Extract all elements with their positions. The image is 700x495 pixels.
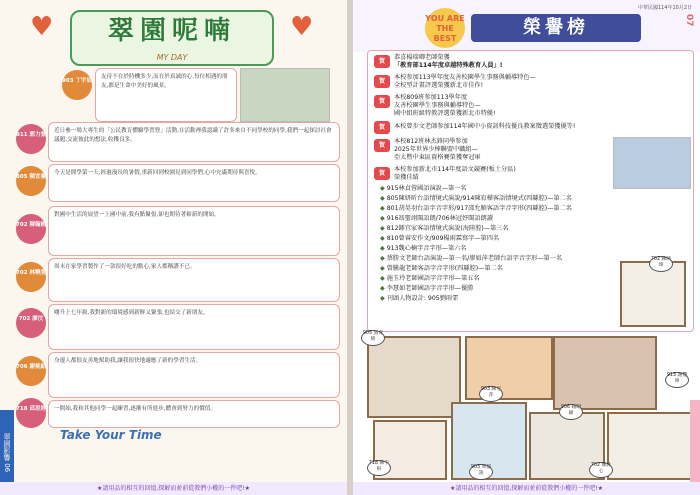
honor-line: 恭喜楊瑞卿老師榮獲 [394,54,450,61]
honor-line: 榮獲佳績 [394,174,419,181]
author-badge: 706 謝桃銘 [16,356,46,386]
side-tab [690,400,700,495]
entry-box [48,304,340,350]
group-photo [240,68,330,122]
page-footer: ★請用品的相互的回憶,探解而並前從教們小權的一件吧!★ [353,482,700,495]
page-title: 翠園呢喃 [107,16,236,46]
page-footer: ★請用品的相互的回憶,探解而並前從教們小權的一件吧!★ [0,482,347,495]
page-number: 07 [684,14,694,27]
congrats-mark: 賀 [374,139,390,152]
entry-box [48,352,340,398]
result-item: ◆ 801胡昊羽台語字音字形/917邵允順客語字音字形(四縣腔)—第二名 [380,205,572,212]
honor-line: 本校曾步文老師参加114年國中小資訊科技優良教案徵選榮獲優等! [394,123,576,130]
result-item: ◆ 810曾睿安作文/909楊雨霖寫字—第四名 [380,235,500,242]
page-title: 榮譽榜 [471,14,641,42]
artist-caption: 903 陳昱萍 [479,386,503,402]
entry-text: 對國中生活的展望一上國中前,我有點緊張,卻也期待著嶄新的開始。 [54,212,220,218]
result-item: ◆ 805陳妍昕台語情境式演說/914陳宥樺客語情境式(四縣腔)—第二名 [380,195,572,202]
artist-caption: 702 陳映瑋 [649,256,673,272]
art-frame [465,336,553,400]
honor-line: 國中組班級特教評選榮獲新北市特優! [394,110,496,117]
artist-caption: 913 謝豐瑋 [665,372,689,388]
artist-caption: 905 張育綺 [361,330,385,346]
take-your-time-label: Take Your Time [60,428,162,442]
author-badge: 811 郭力萱 [16,124,46,154]
author-badge: 702 廖汶 [16,308,46,338]
honor-line: 本校参加113學年度友善校園學生事務與輔導特色— [394,74,536,81]
author-badge: 718 邱思婷 [16,398,46,428]
artist-caption: 702 鄭詠心 [589,462,613,478]
you-are-the-best-logo: YOU ARE THE BEST [425,8,465,48]
entry-box [48,122,340,162]
baseball-photo [613,137,691,189]
artist-caption: 718 陳宇喧 [367,460,391,476]
entry-box [48,258,340,302]
entry-box [48,164,340,202]
author-badge: 903 丁宇辰 [62,70,92,100]
entry-box [95,68,237,122]
entry-box [48,400,340,428]
honor-line: 2025年世界少棒聯盟中職組— [394,146,478,153]
congrats-mark: 賀 [374,121,390,134]
left-page [0,0,347,495]
art-frame [620,261,686,327]
result-item: ◆ 916馮聖翊閩語朗/706林冠妤閩語朗讀 [380,215,493,222]
art-frame [367,336,461,418]
entry-box [48,206,340,256]
result-item: ◆ 蔡勝文老師台語演說—第一名/廖如萍老師台語字音字形—第一名 [380,255,563,262]
honor-line: 本校参加新北市114年度語文競賽(板土分區) [394,166,516,173]
page-subtitle: MY DAY [156,53,188,62]
result-item: ◆ 915林貞蓉國語演說—第一名 [380,185,467,192]
honor-line: 「教育部114年度卓越特殊教育人員」! [394,62,503,69]
congrats-mark: 賀 [374,75,390,88]
column-banner [70,10,274,66]
author-badge: 702 陳翰國 [16,214,46,244]
entry-text: 友待不在於時機多少,而在於真誠的心,每位相遇的朋友,都是生命中美好的風景。 [101,74,228,89]
art-frame [607,412,693,480]
result-item: ◆ 913魏心楠字音字形—第六名 [380,245,467,252]
heart-icon: ♥ [290,12,314,42]
entry-text: 身邊人都很友善地幫助我,讓我很快地適應了新的學習生活。 [54,358,202,364]
congrats-mark: 賀 [374,55,390,68]
author-badge: 702 林曉雯 [16,262,46,292]
section-tab: 翠園影響 06 [0,410,14,495]
result-item: ◆ 刊頭人物設計: 905劉雨霏 [380,295,459,302]
honor-line: 友善校園學生事務與輔導特色— [394,102,481,109]
artist-caption: 903 周郁凌 [469,464,493,480]
honor-line: 本校809班参加113學年度 [394,94,468,101]
result-item: ◆ 李慧如老師國語字音字形—優勝 [380,285,474,292]
result-item: ◆ 施玉玲老師國語字音字形—第五名 [380,275,480,282]
art-frame [553,336,657,410]
honor-list-box [367,50,694,332]
congrats-mark: 賀 [374,95,390,108]
honor-line: 亞太暨中東區資格賽榮獲奪冠軍 [394,154,481,161]
entry-text: 今天是開學第一天,經過漫長的暑假,重新回到校園見到同學們,心中充滿期待與喜悅。 [54,170,261,176]
right-page [353,0,700,495]
honor-line: 全校型計畫評選榮獲新北市佳作! [394,82,484,89]
honor-line: 本校812班林杰鋒同學参加 [394,138,468,145]
entry-text: 一開始,我和其他同學一起練習,逐漸有所進步,體會到努力的價值。 [54,406,216,412]
result-item: ◆ 曾騰龍老師客語字音字形(四縣腔)—第二名 [380,265,503,272]
author-badge: 805 陳宜蓁 [16,166,46,196]
entry-text: 近日參一場大專生的「公民教育體驗學習營」活動,在活動裡我認識了許多來自不同學校的同學,我們一起探討社會議題,交流彼此的想法,收穫良多。 [54,128,332,143]
result-item: ◆ 812鍾宜家客語情境式演說(海陸腔)—第三名 [380,225,509,232]
entry-text: 剛升上七年級,我對新的環境感到新鮮又緊張,也結交了新朋友。 [54,310,209,316]
artist-caption: 906 賴昭穎 [559,404,583,420]
heart-icon: ♥ [30,12,54,42]
issue-date: 中華民國114年10月2日 [637,5,692,11]
entry-text: 周末在家學習製作了一款很好吃的點心,家人都稱讚不已。 [54,264,196,270]
congrats-mark: 賀 [374,167,390,180]
